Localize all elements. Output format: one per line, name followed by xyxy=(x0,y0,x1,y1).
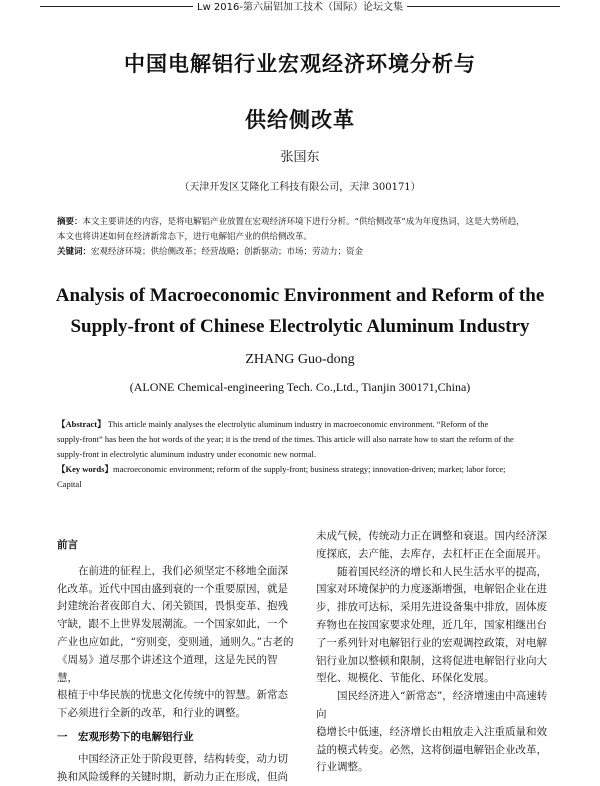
preface-heading: 前言 xyxy=(57,539,78,551)
en-affiliation: (ALONE Chemical-engineering Tech. Co.,Ltd., Tianjin 300171,China) xyxy=(129,380,471,394)
left-paragraph-2 xyxy=(57,751,297,786)
text-line: 步，排放可达标，采用先进设备集中排放，固体废 xyxy=(316,601,547,614)
text-line: 益的模式转变。必然，这将倒逼电解铝企业改革， xyxy=(316,743,547,756)
text-line: 换和风险缓释的关键时期，新动力正在形成，但尚 xyxy=(57,770,288,783)
text-line: 守缺，跟不上世界发展潮流。一个国家如此，一个 xyxy=(57,618,288,631)
text-line: 封建统治者夜郎自大、闭关锁国，畏惧变革、抱残 xyxy=(57,600,288,613)
en-keywords: macroeconomic environment; reform of the supply-front; business strategy; innovation-driven; market; labor force; xyxy=(112,464,506,474)
running-header: Lw 2016-第六届铝加工技术（国际）论坛文集 xyxy=(0,0,600,13)
en-keywords: Capital xyxy=(57,479,82,489)
text-line: 下必须进行全新的改革，和行业的调整。 xyxy=(57,707,246,720)
en-abstract xyxy=(57,417,547,492)
text-line: 《周易》道尽那个讲述这个道理，这是先民的智慧， xyxy=(57,653,278,684)
en-abstract-label: 【Abstract】 xyxy=(57,419,106,429)
right-paragraph-3 xyxy=(316,688,556,777)
text-line: 在前进的征程上，我们必须坚定不移地全面深 xyxy=(78,564,288,577)
en-title-line2: Supply-front of Chinese Electrolytic Aluminum Industry xyxy=(70,316,530,337)
cn-keywords: 宏观经济环境；供给侧改革；经营战略；创新驱动；市场；劳动力；资金 xyxy=(91,247,364,257)
text-line: 行业调整。 xyxy=(316,761,369,774)
cn-keywords-label: 关键词： xyxy=(57,247,92,257)
cn-abstract-label: 摘要： xyxy=(57,217,83,227)
right-paragraph-1 xyxy=(316,528,556,564)
cn-affiliation: （天津开发区艾隆化工科技有限公司，天津 300171） xyxy=(179,182,421,193)
text-line: 产业也应如此，“穷则变，变则通，通则久。”古老的 xyxy=(57,635,294,648)
text-line: 未成气候，传统动力正在调整和衰退。国内经济深 xyxy=(316,530,547,542)
en-title-line1: Analysis of Macroeconomic Environment and Reform of the xyxy=(55,285,545,306)
cn-abstract xyxy=(57,215,547,260)
text-line: 化改革。近代中国由盛到衰的一个重要原因，就是 xyxy=(57,582,288,595)
text-line: 稳增长中低速，经济增长由粗放走入注重质量和效 xyxy=(316,725,547,738)
en-keywords-label: 【Key words】 xyxy=(57,464,113,474)
section1-heading: 一 宏观形势下的电解铝行业 xyxy=(57,730,194,743)
text-line: 了一系列针对电解铝行业的宏观调控政策，对电解 xyxy=(316,636,547,649)
text-line: 国民经济进入“新常态”，经济增速由中高速转向 xyxy=(316,690,548,720)
cn-abstract-line: 本文也将讲述如何在经济新常态下，进行电解铝产业的供给侧改革。 xyxy=(57,232,313,242)
text-line: 弃物也在按国家要求处理，近几年，国家相继出台 xyxy=(316,618,547,631)
en-abstract-line: supply-front” has been the hot words of the year; it is the trend of the times. This article will also narrate how to start the reform of the xyxy=(57,434,514,444)
text-line: 国家对环境保护的力度逐渐增强，电解铝企业在进 xyxy=(316,583,547,596)
en-author: ZHANG Guo-dong xyxy=(245,352,355,367)
text-line: 铝行业加以整顿和限制，这将促进电解铝行业向大 xyxy=(316,654,547,667)
cn-abstract-line: 本文主要讲述的内容，是将电解铝产业放置在宏观经济环境下进行分析。“供给侧改革”成为年度热词，这是大势所趋， xyxy=(82,217,525,227)
cn-title-line2: 供给侧改革 xyxy=(245,108,355,132)
en-abstract-line: supply-front in electrolytic aluminum industry under economic new normal. xyxy=(57,449,316,459)
en-abstract-line: This article mainly analyses the electrolytic aluminum industry in macroeconomic environment. “Reform of the xyxy=(107,419,489,429)
text-line: 度探底，去产能，去库存，去杠杆正在全面展开。 xyxy=(316,547,547,560)
cn-title-line1: 中国电解铝行业宏观经济环境分析与 xyxy=(124,52,476,76)
right-column xyxy=(316,528,556,777)
text-line: 根植于中华民族的忧患文化传统中的智慧。新常态 xyxy=(57,689,288,702)
text-line: 随着国民经济的增长和人民生活水平的提高， xyxy=(337,565,547,578)
left-paragraph-1 xyxy=(57,563,297,723)
text-line: 中国经济正处于阶段更替，结构转变，动力切 xyxy=(78,752,288,765)
left-column xyxy=(57,537,297,786)
cn-author: 张国东 xyxy=(280,150,320,165)
text-line: 型化、规模化、节能化、环保化发展。 xyxy=(316,672,495,685)
right-paragraph-2 xyxy=(316,564,556,689)
